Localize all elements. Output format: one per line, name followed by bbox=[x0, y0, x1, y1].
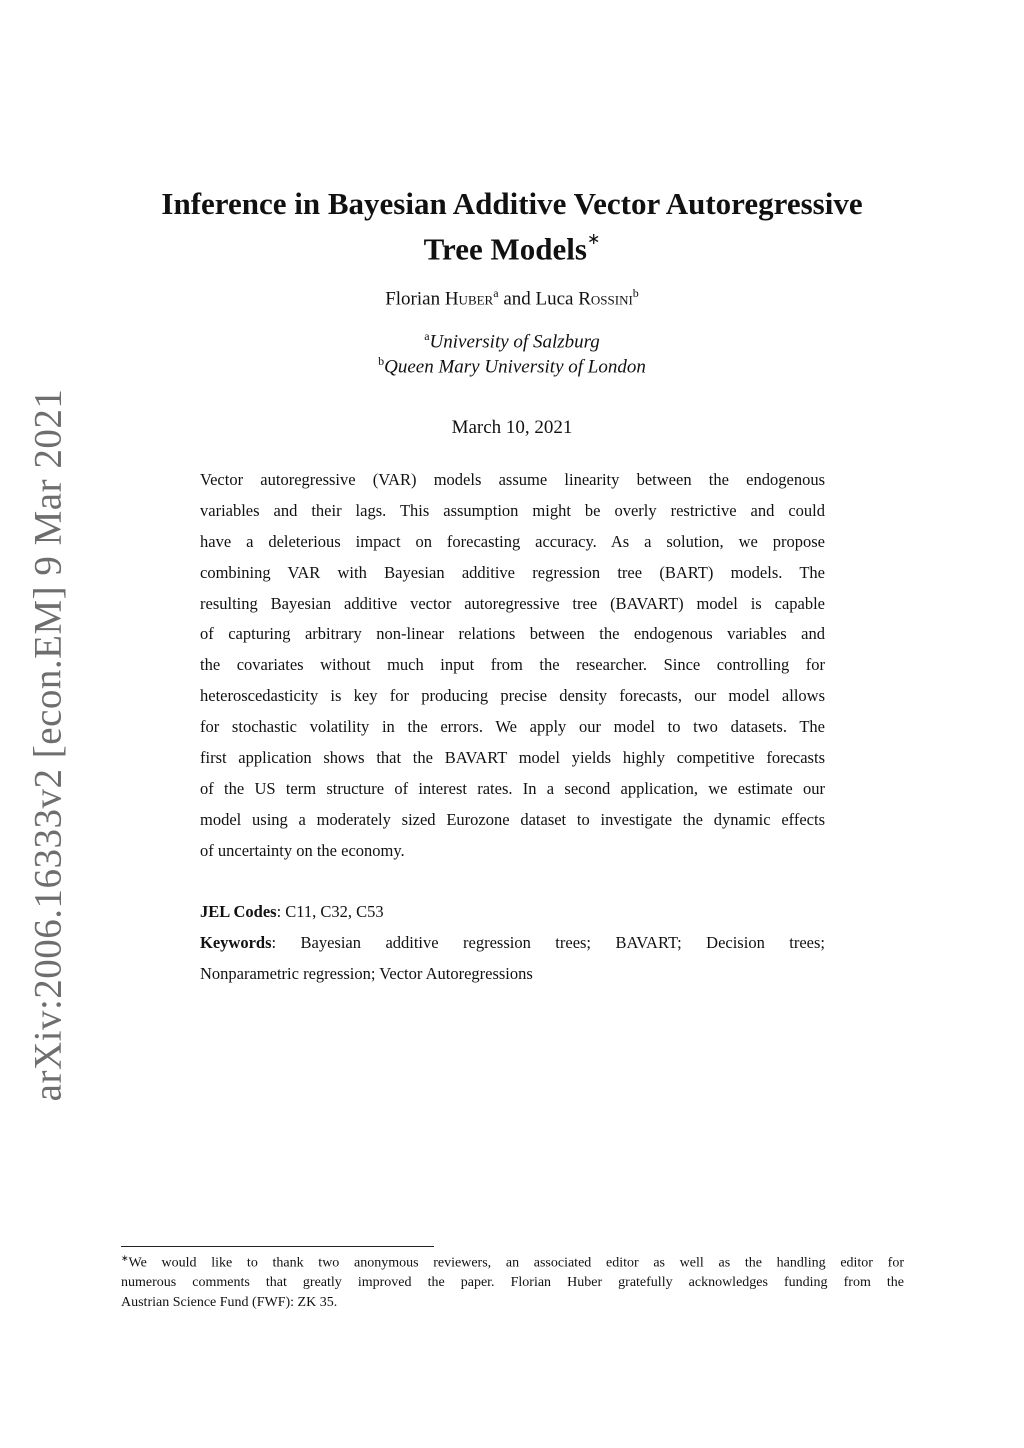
abstract-line: model using a moderately sized Eurozone dataset to investigate the dynamic effects bbox=[200, 809, 825, 829]
author-2-affil-mark: b bbox=[632, 286, 639, 300]
keywords bbox=[200, 928, 825, 990]
affiliation-a-mark: a bbox=[424, 329, 430, 343]
abstract-line: have a deleterious impact on forecasting accuracy. As a solution, we propose bbox=[200, 531, 825, 551]
author-1-given: Florian bbox=[385, 288, 445, 310]
footnote-line-1-text: We would like to thank two anonymous reviewers, an associated editor as well as the handling editor for bbox=[128, 1255, 904, 1271]
author-1-family: Huber bbox=[444, 288, 494, 310]
abstract-line: the covariates without much input from the researcher. Since controlling for bbox=[200, 655, 825, 675]
footnote-line-3: Austrian Science Fund (FWF): ZK 35. bbox=[121, 1294, 338, 1310]
abstract-line: of uncertainty on the economy. bbox=[200, 840, 405, 860]
abstract-line: combining VAR with Bayesian additive regression tree (BART) models. The bbox=[200, 562, 825, 582]
title-line-2-text: Tree Models bbox=[423, 231, 587, 267]
abstract bbox=[200, 465, 825, 867]
author-1-affil-mark: a bbox=[493, 286, 499, 300]
arxiv-side-identifier[interactable]: arXiv:2006.16333v2 [econ.EM] 9 Mar 2021 bbox=[26, 388, 70, 1102]
keywords-line-1 bbox=[200, 928, 825, 959]
abstract-line: first application shows that the BAVART model yields highly competitive forecasts bbox=[200, 748, 825, 768]
abstract-line: of capturing arbitrary non-linear relations between the endogenous variables and bbox=[200, 624, 825, 644]
paper-date: March 10, 2021 bbox=[451, 417, 573, 438]
affiliation-a-name: University of Salzburg bbox=[429, 331, 600, 353]
paper-title bbox=[100, 184, 924, 269]
footnote-line-2: numerous comments that greatly improved the paper. Florian Huber gratefully acknowledges funding from the bbox=[121, 1275, 904, 1291]
abstract-line: of the US term structure of interest rates. In a second application, we estimate our bbox=[200, 778, 825, 798]
keywords-line-2: Nonparametric regression; Vector Autoregressions bbox=[200, 963, 533, 983]
footnote-rule bbox=[121, 1246, 434, 1247]
keywords-line-1-text: : Bayesian additive regression trees; BAVART; Decision trees; bbox=[271, 933, 825, 952]
affiliation-a bbox=[100, 329, 924, 353]
affiliation-b-name: Queen Mary University of London bbox=[384, 356, 646, 378]
footnote bbox=[121, 1249, 904, 1312]
abstract-line: for stochastic volatility in the errors. We apply our model to two datasets. The bbox=[200, 717, 825, 737]
abstract-line: resulting Bayesian additive vector autoregressive tree (BAVART) model is capable bbox=[200, 593, 825, 613]
affiliation-b-mark: b bbox=[378, 354, 385, 368]
affiliation-b bbox=[100, 354, 924, 378]
footnote-line-1 bbox=[121, 1249, 904, 1273]
abstract-line: variables and their lags. This assumption might be overly restrictive and could bbox=[200, 500, 825, 520]
keywords-label: Keywords bbox=[200, 933, 272, 952]
title-line-1: Inference in Bayesian Additive Vector Autoregressive bbox=[161, 186, 863, 221]
author-2-family: Rossini bbox=[578, 288, 633, 310]
abstract-line: Vector autoregressive (VAR) models assume linearity between the endogenous bbox=[200, 470, 825, 489]
author-joiner: and Luca bbox=[498, 288, 579, 310]
abstract-line: heteroscedasticity is key for producing precise density forecasts, our model allows bbox=[200, 686, 825, 706]
jel-label: JEL Codes bbox=[200, 902, 277, 921]
author-list bbox=[100, 286, 924, 310]
jel-value: : C11, C32, C53 bbox=[276, 902, 384, 921]
jel-codes bbox=[200, 897, 825, 928]
title-footnote-marker[interactable]: ∗ bbox=[586, 231, 601, 248]
title-line-2 bbox=[100, 224, 924, 269]
footnote-marker: ∗ bbox=[121, 1253, 129, 1263]
